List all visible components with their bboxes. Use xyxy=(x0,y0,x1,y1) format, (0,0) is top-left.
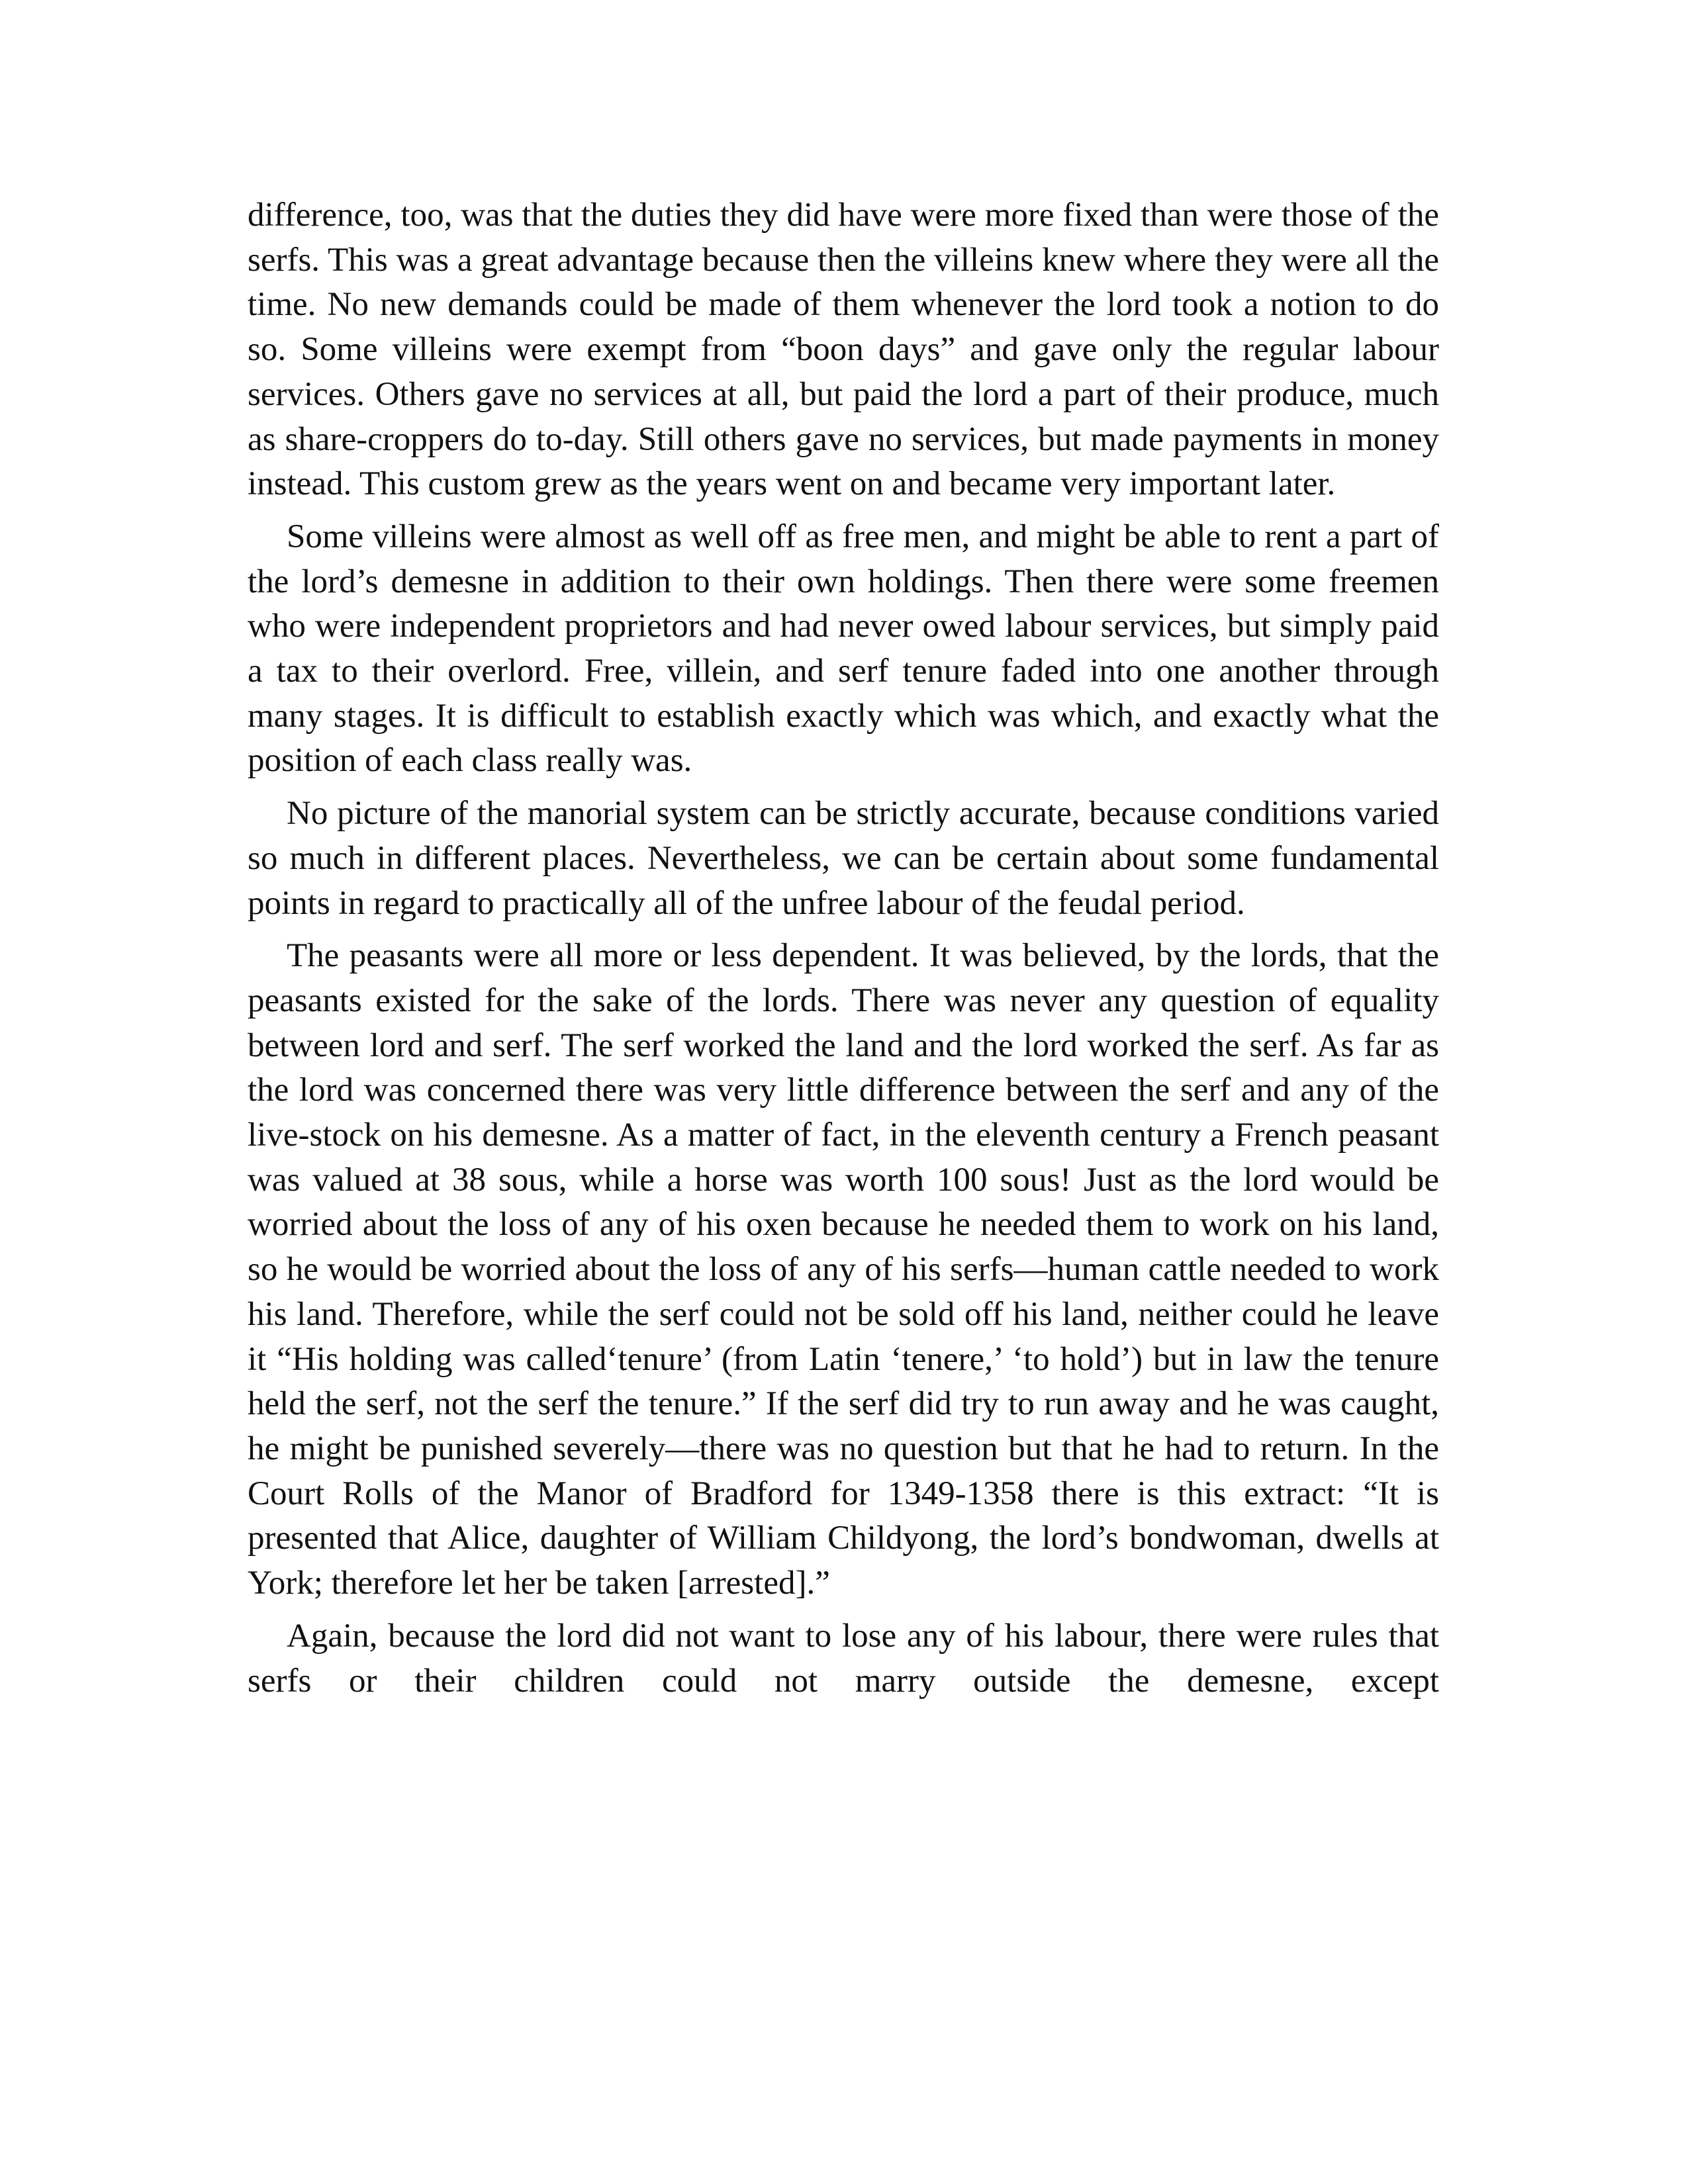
paragraph-villein-duties: difference, too, was that the duties they did have were more fixed than were those of the serfs. This was a great advantage because then the villeins knew where they were all the time. No new demands could be made of them whenever the lord took a notion to do so. Some villeins were exempt from “boon days” and gave only the regular labour services. Others gave no services at all, but paid the lord a part of their produce, much as share-croppers do to-day. Still others gave no services, but made payments in money instead. This custom grew as the years went on and became very important later. xyxy=(248,197,1439,503)
paragraph-villeins-and-freemen: Some villeins were almost as well off as free men, and might be able to rent a part of the lord’s demesne in addition to their own holdings. Then there were some freemen who were independent proprietors and had never owed labour services, but simply paid a tax to their overlord. Free, villein, and serf tenure faded into one another through many stages. It is difficult to establish exactly which was which, and exactly what the position of each class really was. xyxy=(248,518,1439,780)
paragraph-marriage-rules: Again, because the lord did not want to lose any of his labour, there were rules that serfs or their children could not marry outside the demesne, except xyxy=(248,1617,1439,1700)
paragraph-peasant-dependence: The peasants were all more or less dependent. It was believed, by the lords, that the peasants existed for the sake of the lords. There was never any question of equality between lord and serf. The serf worked the land and the lord worked the serf. As far as the lord was concerned there was very little difference between the serf and any of the live-stock on his demesne. As a matter of fact, in the eleventh century a French peasant was valued at 38 sous, while a horse was worth 100 sous! Just as the lord would be worried about the loss of any of his oxen because he needed them to work on his land, so he would be worried about the loss of any of his serfs—human cattle needed to work his land. Therefore, while the serf could not be sold off his land, neither could he leave it “His holding was called‘tenure’ (from Latin ‘tenere,’ ‘to hold’) but in law the tenure held the serf, not the serf the tenure.” If the serf did try to run away and he was caught, he might be punished severely—there was no question but that he had to return. In the Court Rolls of the Manor of Bradford for 1349-1358 there is this extract: “It is presented that Alice, daughter of William Childyong, the lord’s bondwoman, dwells at York; therefore let her be taken [arrested].” xyxy=(248,937,1439,1602)
paragraph-manorial-system: No picture of the manorial system can be strictly accurate, because conditions varied so much in different places. Nevertheless, we can be certain about some fundamental points in regard to practically all of the unfree labour of the feudal period. xyxy=(248,795,1439,922)
page-text-body xyxy=(248,193,1439,1711)
